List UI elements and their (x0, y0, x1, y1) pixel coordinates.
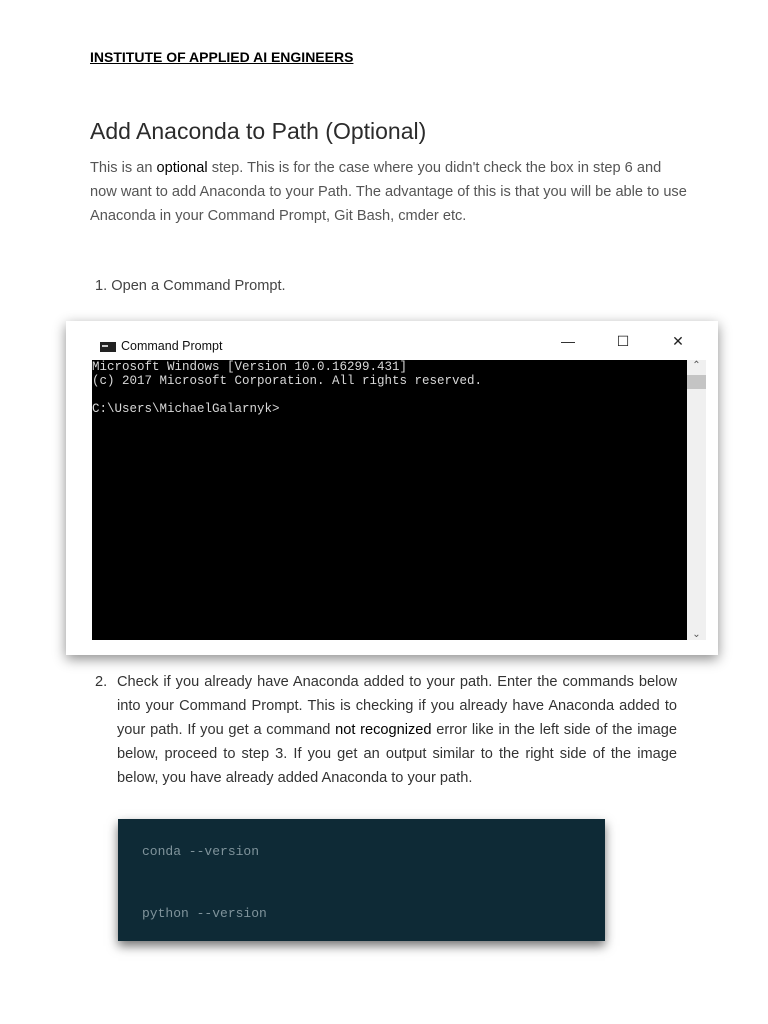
scrollbar-thumb[interactable] (687, 375, 706, 389)
code-line-python: python --version (142, 906, 267, 921)
terminal-line: Microsoft Windows [Version 10.0.16299.431] (92, 360, 408, 374)
minimize-button[interactable]: — (561, 333, 575, 349)
command-prompt-window (66, 321, 718, 655)
step-2 (95, 670, 677, 790)
organization-header: INSTITUTE OF APPLIED AI ENGINEERS (90, 49, 354, 65)
cmd-icon (100, 342, 116, 352)
terminal-output[interactable] (92, 360, 687, 640)
intro-text-post: step. This is for the case where you didn't check the box in step 6 and now want to add Anaconda to your Path. The advantage of this is that you will be able to use Anaconda in your Command Prompt, Git Bash, cmder etc. (90, 160, 687, 224)
close-button[interactable]: ✕ (672, 333, 684, 349)
code-block (118, 819, 605, 941)
step-2-keyword: not recognized (335, 722, 432, 738)
intro-text-pre: This is an (90, 160, 157, 176)
step-2-text (117, 670, 677, 790)
code-line-conda: conda --version (142, 844, 260, 859)
terminal-line: (c) 2017 Microsoft Corporation. All rights reserved. (92, 374, 483, 388)
step-1: 1. Open a Command Prompt. (95, 278, 286, 294)
window-title (100, 339, 222, 353)
scrollbar[interactable] (687, 360, 706, 640)
scroll-up-icon[interactable]: ⌃ (692, 360, 701, 371)
section-heading: Add Anaconda to Path (Optional) (90, 118, 427, 144)
scroll-down-icon[interactable]: ⌄ (692, 629, 701, 640)
intro-text-bold: optional (156, 160, 208, 176)
window-title-text: Command Prompt (121, 339, 223, 353)
step-2-part-2: error like in the left side of the image below, proceed to step 3. If you get an output similar to the right side of the image below, you have already added Anaconda to your path. (117, 722, 677, 786)
maximize-button[interactable]: ☐ (616, 333, 630, 349)
step-number: 2. (95, 674, 108, 690)
step-2-part-1: Check if you already have Anaconda added to your path. Enter the commands below into your Command Prompt. This is checking if you already have Anaconda added to your path. If you get a command (117, 674, 677, 738)
terminal-prompt: C:\Users\MichaelGalarnyk> (92, 402, 280, 416)
intro-paragraph (90, 156, 690, 228)
terminal-line (92, 388, 687, 402)
